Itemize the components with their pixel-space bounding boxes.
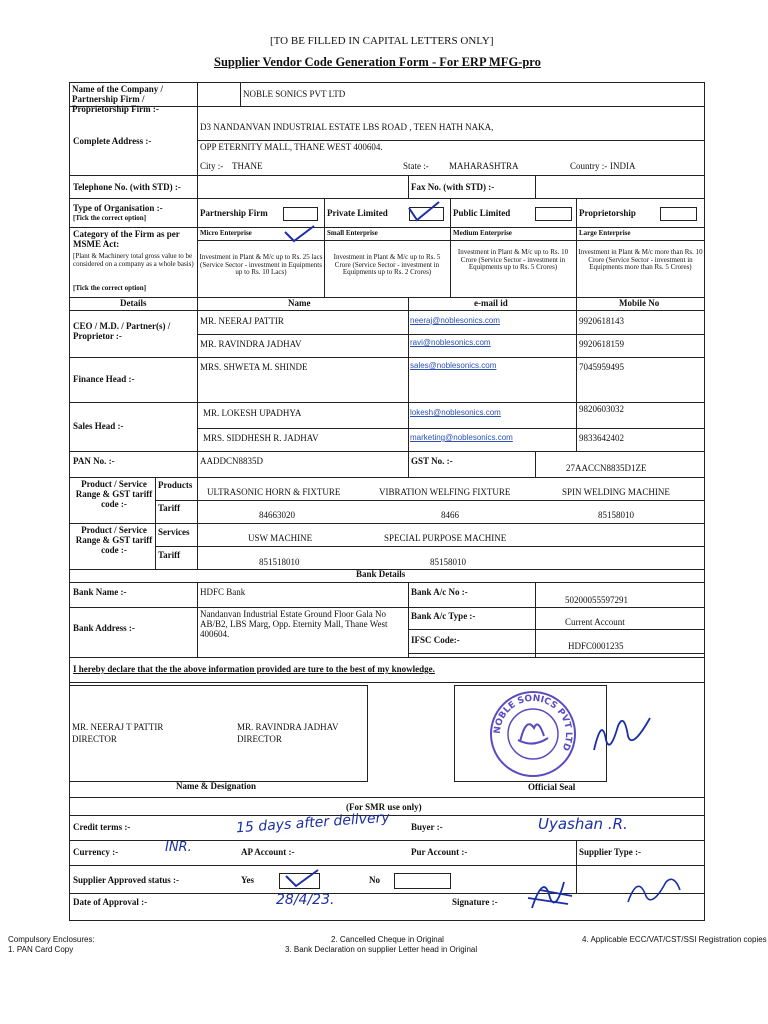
products-row-label: Products — [158, 480, 193, 490]
msme-label: Category of the Firm as per MSME Act: — [73, 229, 180, 249]
approval-date-value: 28/4/23. — [276, 892, 335, 908]
director-signature-icon — [588, 706, 658, 756]
supplier-type-label: Supplier Type :- — [579, 847, 642, 857]
organisation-sublabel: [Tick the correct option] — [73, 214, 147, 222]
msme-cat-small: Small Enterprise — [327, 229, 378, 237]
organisation-label: Type of Organisation :- — [73, 203, 163, 213]
contact-mobile: 7045959495 — [579, 362, 624, 372]
enclosure-item: 3. Bank Declaration on supplier Letter head in Original — [285, 945, 478, 954]
gst-value: 27AACCN8835D1ZE — [566, 463, 647, 473]
col-header-mobile: Mobile No — [619, 298, 660, 308]
fill-instruction: [TO BE FILLED IN CAPITAL LETTERS ONLY] — [270, 35, 494, 47]
signatory-name: MR. NEERAJ T PATTIR — [72, 722, 164, 732]
product-tariff: 84663020 — [259, 510, 295, 520]
msme-cat-large: Large Enterprise — [579, 229, 631, 237]
bank-name-value: HDFC Bank — [200, 587, 246, 597]
smr-title: (For SMR use only) — [346, 802, 422, 812]
credit-terms-label: Credit terms :- — [73, 822, 131, 832]
enclosures-label: Compulsory Enclosures: — [8, 935, 95, 944]
company-name: NOBLE SONICS PVT LTD — [243, 89, 346, 99]
contact-email[interactable]: ravi@noblesonics.com — [410, 338, 491, 347]
ceo-label: CEO / M.D. / Partner(s) / Proprietor :- — [73, 321, 171, 341]
company-seal-stamp — [478, 688, 588, 780]
contact-mobile: 9920618159 — [579, 339, 624, 349]
buyer-label: Buyer :- — [411, 822, 443, 832]
contact-email[interactable]: sales@noblesonics.com — [410, 361, 497, 370]
address-line2: OPP ETERNITY MALL, THANE WEST 400604. — [200, 142, 383, 152]
approved-yes-label: Yes — [241, 875, 254, 885]
contact-name: MRS. SHWETA M. SHINDE — [200, 362, 308, 372]
msme-cat-medium: Medium Enterprise — [453, 229, 512, 237]
pan-label: PAN No. :- — [73, 456, 115, 466]
contact-name: MR. NEERAJ PATTIR — [200, 316, 284, 326]
contact-name: MR. RAVINDRA JADHAV — [200, 339, 302, 349]
msme-cat-micro: Micro Enterprise — [200, 229, 252, 237]
contact-email[interactable]: lokesh@noblesonics.com — [410, 408, 501, 417]
col-header-details: Details — [120, 298, 147, 308]
services-range-label: Product / Service Range & GST tariff code :- — [75, 525, 153, 555]
contact-name: MR. LOKESH UPADHYA — [203, 408, 302, 418]
services-tariff-label: Tariff — [158, 550, 181, 560]
company-label: Name of the Company / Partnership Firm / Proprietorship Firm :- — [72, 84, 163, 114]
country-value: INDIA — [610, 161, 636, 171]
enclosure-item: 4. Applicable ECC/VAT/CST/SSI Registration copies — [582, 935, 767, 944]
signature-label: Signature :- — [452, 897, 498, 907]
product-item: ULTRASONIC HORN & FIXTURE — [207, 487, 341, 497]
msme-desc-large: Investment in Plant & M/c more than Rs. 10 Crore (Service Sector - investment in Equipments more than Rs. 5 Crores) — [578, 248, 703, 272]
state-value: MAHARASHTRA — [449, 161, 519, 171]
msme-desc: [Plant & Machinery total gross value to be considered on a company as a whole basis) — [73, 252, 194, 268]
contact-mobile: 9920618143 — [579, 316, 624, 326]
signatory-name: MR. RAVINDRA JADHAV — [237, 722, 339, 732]
sales-label: Sales Head :- — [73, 421, 124, 431]
signatory-role: DIRECTOR — [237, 734, 282, 744]
org-option-proprietorship: Proprietorship — [579, 208, 636, 218]
seal-text: NOBLE SONICS PVT LTD — [492, 693, 574, 752]
services-row-label: Services — [158, 527, 190, 537]
enclosure-item: 1. PAN Card Copy — [8, 945, 74, 954]
ap-account-label: AP Account :- — [241, 847, 295, 857]
product-tariff: 8466 — [441, 510, 459, 520]
approval-date-label: Date of Approval :- — [73, 897, 148, 907]
bank-section-title: Bank Details — [356, 569, 406, 579]
signatory-role: DIRECTOR — [72, 734, 117, 744]
contact-email[interactable]: neeraj@noblesonics.com — [410, 316, 500, 325]
products-tariff-label: Tariff — [158, 503, 181, 513]
contact-email[interactable]: marketing@noblesonics.com — [410, 433, 513, 442]
finance-label: Finance Head :- — [73, 374, 135, 384]
bank-acno-value: 50200055597291 — [565, 595, 628, 605]
msme-desc-micro: Investment in Plant & M/c up to Rs. 25 lacs (Service Sector - investment in Equipments up to Rs. 10 Lacs) — [199, 253, 323, 277]
name-designation-label: Name & Designation — [176, 781, 256, 791]
credit-terms-value: 15 days after delivery — [235, 809, 391, 837]
private-limited-tick-icon — [405, 200, 445, 224]
msme-sublabel: [Tick the correct option] — [73, 284, 147, 292]
bank-name-label: Bank Name :- — [73, 587, 127, 597]
buyer-value: Uyashan .R. — [538, 815, 628, 833]
bank-type-value: Current Account — [565, 617, 625, 627]
enclosure-item: 2. Cancelled Cheque in Original — [331, 935, 444, 944]
service-item: SPECIAL PURPOSE MACHINE — [384, 533, 507, 543]
col-header-name: Name — [288, 298, 311, 308]
bank-type-label: Bank A/c Type :- — [411, 611, 476, 621]
micro-enterprise-tick-icon — [282, 222, 316, 244]
country-label: Country :- — [570, 161, 608, 171]
product-item: SPIN WELDING MACHINE — [562, 487, 670, 497]
city-label: City :- — [200, 161, 224, 171]
bank-address-label: Bank Address :- — [73, 623, 135, 633]
org-option-public-limited: Public Limited — [453, 208, 511, 218]
approver-signature-icon — [520, 868, 700, 918]
official-seal-label: Official Seal — [528, 782, 576, 792]
org-option-partnership: Partnership Firm — [200, 208, 268, 218]
msme-desc-medium: Investment in Plant & M/c up to Rs. 10 Crore (Service Sector - investment in Equipments up to Rs. 5 Crores) — [457, 248, 569, 272]
service-item: USW MACHINE — [248, 533, 313, 543]
currency-value: INR. — [165, 840, 192, 855]
bank-acno-label: Bank A/c No :- — [411, 587, 468, 597]
telephone-label: Telephone No. (with STD) :- — [73, 182, 181, 192]
address-line1: D3 NANDANVAN INDUSTRIAL ESTATE LBS ROAD , TEEN HATH NAKA, — [200, 122, 494, 132]
declaration-text: I hereby declare that the the above information provided are ture to the best of my knowledge. — [73, 664, 435, 674]
approved-no-label: No — [369, 875, 380, 885]
fax-label: Fax No. (with STD) :- — [411, 182, 495, 192]
ifsc-label: IFSC Code:- — [411, 635, 460, 645]
pan-value: AADDCN8835D — [200, 456, 263, 466]
city-value: THANE — [232, 161, 263, 171]
product-item: VIBRATION WELFING FIXTURE — [379, 487, 511, 497]
col-header-email: e-mail id — [474, 298, 508, 308]
product-tariff: 85158010 — [598, 510, 634, 520]
service-tariff: 85158010 — [430, 557, 466, 567]
bank-address-value: Nandanvan Industrial Estate Ground Floor Gala No AB/B2, LBS Marg, Opp. Eternity Mall, Thane West 400604. — [200, 609, 388, 639]
products-range-label: Product / Service Range & GST tariff code :- — [75, 479, 153, 509]
gst-label: GST No. :- — [411, 456, 453, 466]
ifsc-value: HDFC0001235 — [568, 641, 624, 651]
org-option-private-limited: Private Limited — [327, 208, 388, 218]
contact-name: MRS. SIDDHESH R. JADHAV — [203, 433, 319, 443]
form-title: Supplier Vendor Code Generation Form - For ERP MFG-pro — [214, 55, 541, 69]
address-label: Complete Address :- — [73, 136, 152, 146]
approved-status-label: Supplier Approved status :- — [73, 875, 179, 885]
service-tariff: 851518010 — [259, 557, 300, 567]
approved-yes-tick-icon — [282, 866, 322, 890]
pur-account-label: Pur Account :- — [411, 847, 468, 857]
state-label: State :- — [403, 161, 429, 171]
contact-mobile: 9833642402 — [579, 433, 624, 443]
msme-desc-small: Investment in Plant & M/c up to Rs. 5 Crore (Service Sector - investment in Equipments up to Rs. 2 Crores) — [333, 253, 441, 277]
currency-label: Currency :- — [73, 847, 119, 857]
contact-mobile: 9820603032 — [579, 404, 624, 414]
